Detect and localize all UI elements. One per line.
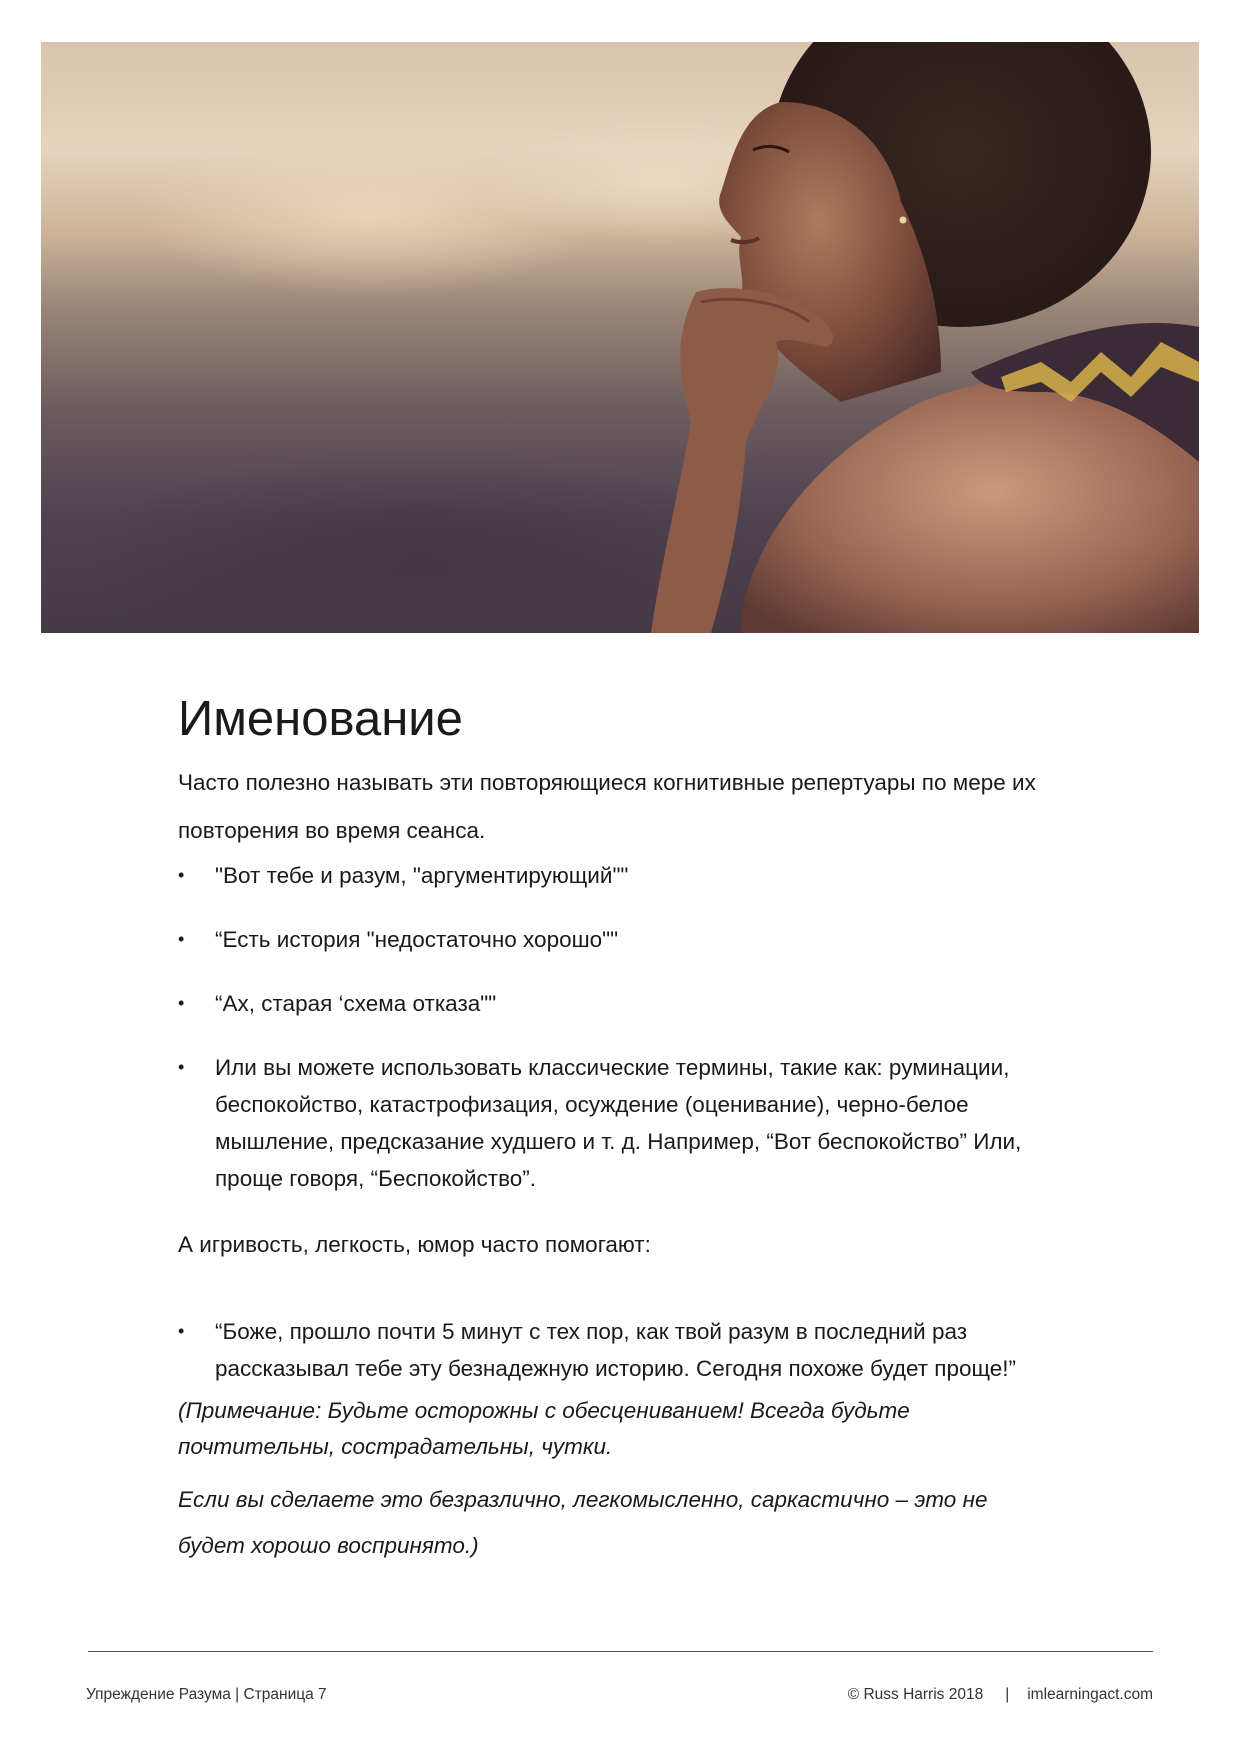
playful-examples-list [178, 1313, 1058, 1387]
bullet-icon: • [178, 928, 185, 949]
list-item [178, 1049, 1058, 1197]
bullet-icon: • [178, 864, 185, 885]
footer-copyright: © Russ Harris 2018 [847, 1686, 984, 1703]
bullet-icon: • [178, 992, 185, 1013]
page-title: Именование [178, 692, 463, 746]
hero-photo [41, 42, 1199, 633]
list-item [178, 921, 1058, 958]
note-caution: (Примечание: Будьте осторожны с обесцениванием! Всегда будьте почтительны, сострадательны, чутки. [178, 1397, 910, 1459]
footer-credits [848, 1686, 1153, 1704]
bullet-icon: • [178, 1320, 185, 1341]
list-item-text: "Вот тебе и разум, "аргументирующий"" [215, 862, 629, 888]
footer-site-link[interactable]: imlearningact.com [1027, 1686, 1153, 1703]
footer-separator: | [1005, 1686, 1010, 1703]
playful-intro: А игривость, легкость, юмор часто помогают: [178, 1231, 651, 1257]
list-item [178, 857, 1058, 894]
hero-photo-illustration [41, 42, 1199, 633]
naming-examples-list [178, 857, 1058, 1197]
list-item-text: “Ах, старая ‘схема отказа"" [215, 990, 497, 1016]
main-content [178, 690, 1058, 1569]
intro-paragraph: Часто полезно называть эти повторяющиеся когнитивные репертуары по мере их повторения во время сеанса. [178, 769, 1036, 843]
list-item [178, 1313, 1058, 1387]
list-item [178, 985, 1058, 1022]
list-item-text: Или вы можете использовать классические термины, такие как: руминации, беспокойство, катастрофизация, осуждение (оценивание), черно-белое мышление, предсказание худшего и т. д. Например, “Вот беспокойство” Или, проще говоря, “Беспокойство”. [215, 1054, 1022, 1191]
footer-page-label: Упреждение Разума | Страница 7 [86, 1686, 327, 1703]
list-item-text: “Есть история "недостаточно хорошо"" [215, 926, 619, 952]
bullet-icon: • [178, 1056, 185, 1077]
note-sarcasm: Если вы сделаете это безразлично, легкомысленно, саркастично – это не будет хорошо воспринято.) [178, 1486, 988, 1558]
list-item-text: “Боже, прошло почти 5 минут с тех пор, как твой разум в последний раз рассказывал тебе эту безнадежную историю. Сегодня похоже будет проще!” [215, 1318, 1017, 1381]
footer-divider [88, 1651, 1153, 1652]
